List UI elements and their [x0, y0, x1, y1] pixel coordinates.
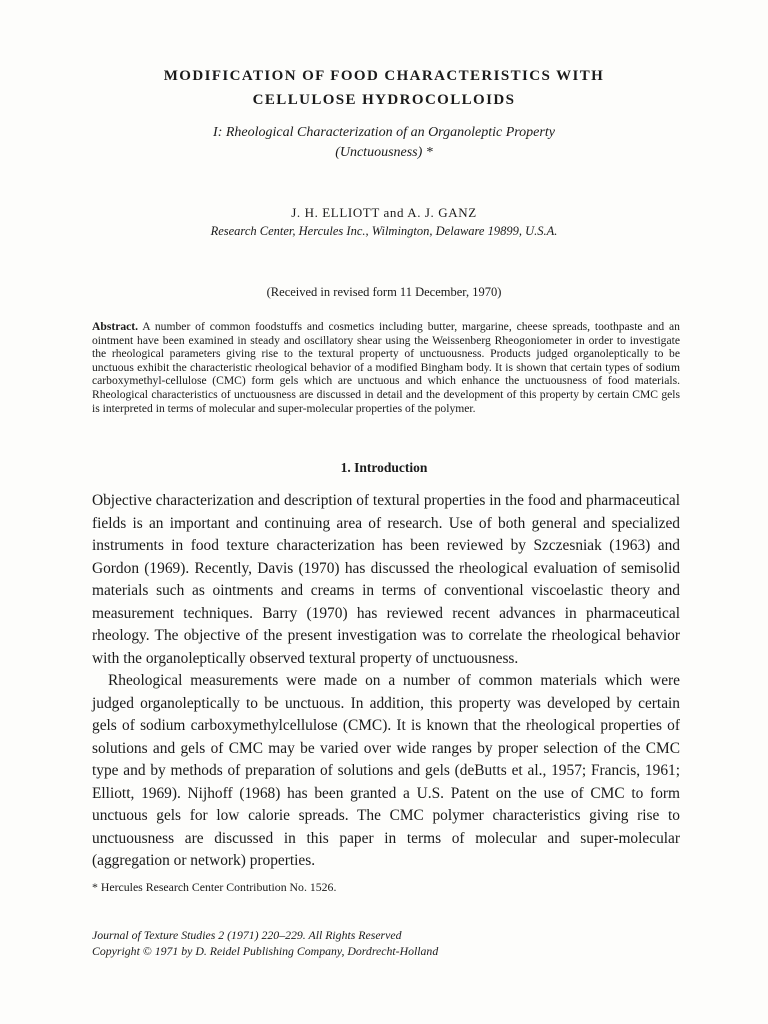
received-date: (Received in revised form 11 December, 1970): [266, 285, 502, 299]
title-line-1: MODIFICATION OF FOOD CHARACTERISTICS WITH: [163, 68, 605, 84]
paper-subtitle: [60, 123, 708, 163]
subtitle-line-2: (Unctuousness) *: [335, 145, 433, 160]
authors: J. H. ELLIOTT and A. J. GANZ: [291, 205, 477, 220]
affiliation: Research Center, Hercules Inc., Wilmington, Delaware 19899, U.S.A.: [210, 224, 558, 238]
paragraph-2: Rheological measurements were made on a number of common materials which were judged organoleptically to be unctuous. In addition, this property was developed by certain gels of sodium carboxymethylcellulose (CMC). It is known that the rheological properties of solutions and gels of CMC may be varied over wide ranges by proper selection of the CMC type and by methods of preparation of solutions and gels (deButts et al., 1957; Francis, 1961; Elliott, 1969). Nijhoff (1968) has been granted a U.S. Patent on the use of CMC to form unctuous gels for low calorie spreads. The CMC polymer characteristics giving rise to unctuousness are discussed in this paper in terms of molecular and super-molecular (aggregation or network) properties.: [92, 672, 680, 869]
abstract-text: A number of common foodstuffs and cosmetics including butter, margarine, cheese spreads, toothpaste and an ointment have been examined in steady and oscillatory shear using the Weissenberg Rheogoniometer in order to investigate the rheological parameters giving rise to the textural property of unctuousness. Products judged organoleptically to be unctuous exhibit the characteristic rheological behavior of a modified Bingham body. It is shown that certain types of sodium carboxymethyl-cellulose (CMC) form gels which are unctuous and which enhance the unctuousness of food materials. Rheological characteristics of unctuousness are discussed in detail and the development of this property by certain CMC gels is interpreted in terms of molecular and super-molecular properties of the polymer.: [92, 320, 680, 415]
footnote: * Hercules Research Center Contribution No. 1526.: [92, 880, 337, 894]
title-line-2: CELLULOSE HYDROCOLLOIDS: [252, 92, 516, 108]
copyright-line: Copyright © 1971 by D. Reidel Publishing Company, Dordrecht-Holland: [92, 943, 439, 958]
journal-citation: Journal of Texture Studies 2 (1971) 220–229. All Rights Reserved: [92, 928, 402, 942]
section-heading: 1. Introduction: [340, 460, 428, 475]
body-text: [92, 490, 680, 873]
paragraph-1: Objective characterization and description of textural properties in the food and pharmaceutical fields is an important and continuing area of research. Use of both general and specialized instruments in food texture characterization has been reviewed by Szczesniak (1963) and Gordon (1969). Recently, Davis (1970) has discussed the rheological evaluation of semisolid materials such as ointments and creams in terms of conventional viscoelastic theory and measurement techniques. Barry (1970) has reviewed recent advances in pharmaceutical rheology. The objective of the present investigation was to correlate the rheological behavior with the organoleptically observed textural property of unctuousness.: [92, 492, 680, 667]
abstract-lead: Abstract.: [92, 320, 139, 333]
abstract: [92, 320, 680, 415]
journal-info: [92, 928, 680, 959]
paper-title: [60, 64, 708, 112]
subtitle-line-1: I: Rheological Characterization of an Organoleptic Property: [213, 125, 555, 140]
